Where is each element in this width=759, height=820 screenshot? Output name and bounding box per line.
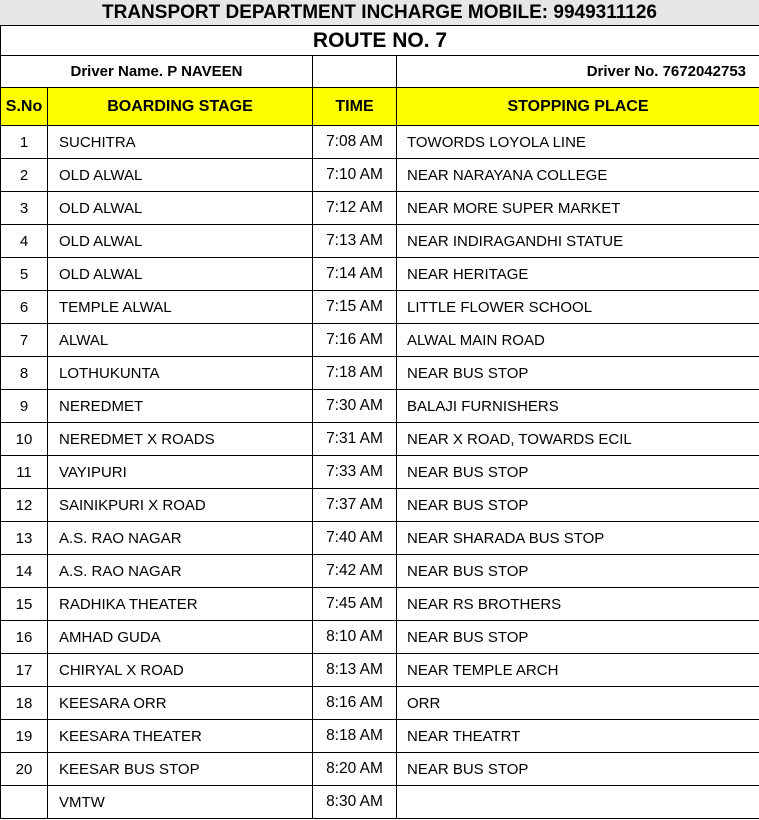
- row-sno: 5: [1, 258, 48, 291]
- row-stopping-place: NEAR BUS STOP: [397, 555, 759, 588]
- table-row: [1, 456, 759, 489]
- col-header-stage: BOARDING STAGE: [48, 88, 313, 126]
- row-boarding-stage: RADHIKA THEATER: [48, 588, 313, 621]
- driver-name: Driver Name. P NAVEEN: [1, 56, 313, 88]
- table-row: [1, 192, 759, 225]
- row-sno: 7: [1, 324, 48, 357]
- row-boarding-stage: TEMPLE ALWAL: [48, 291, 313, 324]
- row-sno: 6: [1, 291, 48, 324]
- table-row: [1, 522, 759, 555]
- row-time: 7:08 AM: [313, 126, 397, 159]
- row-boarding-stage: OLD ALWAL: [48, 159, 313, 192]
- row-time: 7:14 AM: [313, 258, 397, 291]
- table-row: [1, 489, 759, 522]
- row-time: 7:12 AM: [313, 192, 397, 225]
- row-time: 7:42 AM: [313, 555, 397, 588]
- row-boarding-stage: CHIRYAL X ROAD: [48, 654, 313, 687]
- row-boarding-stage: SUCHITRA: [48, 126, 313, 159]
- row-stopping-place: NEAR BUS STOP: [397, 753, 759, 786]
- row-time: 7:45 AM: [313, 588, 397, 621]
- table-row: [1, 654, 759, 687]
- row-boarding-stage: NEREDMET X ROADS: [48, 423, 313, 456]
- row-stopping-place: ALWAL MAIN ROAD: [397, 324, 759, 357]
- row-time: 7:13 AM: [313, 225, 397, 258]
- row-sno: 11: [1, 456, 48, 489]
- row-stopping-place: NEAR TEMPLE ARCH: [397, 654, 759, 687]
- column-header-row: [1, 88, 759, 126]
- row-sno: 1: [1, 126, 48, 159]
- row-time: 8:30 AM: [313, 786, 397, 819]
- row-boarding-stage: AMHAD GUDA: [48, 621, 313, 654]
- row-time: 7:37 AM: [313, 489, 397, 522]
- row-time: 8:18 AM: [313, 720, 397, 753]
- table-row: [1, 753, 759, 786]
- row-sno: [1, 786, 48, 819]
- table-row: [1, 687, 759, 720]
- row-boarding-stage: A.S. RAO NAGAR: [48, 555, 313, 588]
- row-time: 8:16 AM: [313, 687, 397, 720]
- row-stopping-place: NEAR BUS STOP: [397, 357, 759, 390]
- row-sno: 19: [1, 720, 48, 753]
- row-boarding-stage: VAYIPURI: [48, 456, 313, 489]
- row-boarding-stage: A.S. RAO NAGAR: [48, 522, 313, 555]
- row-boarding-stage: SAINIKPURI X ROAD: [48, 489, 313, 522]
- row-time: 8:10 AM: [313, 621, 397, 654]
- row-boarding-stage: ALWAL: [48, 324, 313, 357]
- row-stopping-place: NEAR RS BROTHERS: [397, 588, 759, 621]
- row-sno: 12: [1, 489, 48, 522]
- row-stopping-place: NEAR INDIRAGANDHI STATUE: [397, 225, 759, 258]
- row-stopping-place: NEAR NARAYANA COLLEGE: [397, 159, 759, 192]
- row-stopping-place: NEAR HERITAGE: [397, 258, 759, 291]
- row-time: 7:31 AM: [313, 423, 397, 456]
- row-time: 7:15 AM: [313, 291, 397, 324]
- table-row: [1, 159, 759, 192]
- row-stopping-place: NEAR BUS STOP: [397, 456, 759, 489]
- driver-spacer: [313, 56, 397, 88]
- row-stopping-place: BALAJI FURNISHERS: [397, 390, 759, 423]
- row-boarding-stage: NEREDMET: [48, 390, 313, 423]
- row-sno: 13: [1, 522, 48, 555]
- row-boarding-stage: KEESARA THEATER: [48, 720, 313, 753]
- col-header-time: TIME: [313, 88, 397, 126]
- row-stopping-place: ORR: [397, 687, 759, 720]
- table-row: [1, 126, 759, 159]
- row-sno: 15: [1, 588, 48, 621]
- table-row: [1, 720, 759, 753]
- table-row: [1, 423, 759, 456]
- table-row: [1, 588, 759, 621]
- row-sno: 20: [1, 753, 48, 786]
- col-header-sno: S.No: [1, 88, 48, 126]
- table-row: [1, 390, 759, 423]
- table-row: [1, 357, 759, 390]
- row-time: 7:10 AM: [313, 159, 397, 192]
- row-stopping-place: NEAR SHARADA BUS STOP: [397, 522, 759, 555]
- row-stopping-place: NEAR THEATRT: [397, 720, 759, 753]
- row-boarding-stage: OLD ALWAL: [48, 192, 313, 225]
- driver-number: Driver No. 7672042753: [397, 56, 759, 88]
- row-boarding-stage: LOTHUKUNTA: [48, 357, 313, 390]
- row-time: 7:16 AM: [313, 324, 397, 357]
- row-stopping-place: NEAR MORE SUPER MARKET: [397, 192, 759, 225]
- row-sno: 17: [1, 654, 48, 687]
- row-sno: 3: [1, 192, 48, 225]
- row-time: 7:18 AM: [313, 357, 397, 390]
- row-stopping-place: NEAR X ROAD, TOWARDS ECIL: [397, 423, 759, 456]
- table-row: [1, 291, 759, 324]
- table-row: [1, 258, 759, 291]
- row-boarding-stage: OLD ALWAL: [48, 258, 313, 291]
- row-boarding-stage: VMTW: [48, 786, 313, 819]
- row-sno: 10: [1, 423, 48, 456]
- row-stopping-place: NEAR BUS STOP: [397, 489, 759, 522]
- route-table: [0, 26, 759, 819]
- table-row: [1, 621, 759, 654]
- row-sno: 16: [1, 621, 48, 654]
- row-boarding-stage: KEESARA ORR: [48, 687, 313, 720]
- row-sno: 2: [1, 159, 48, 192]
- row-sno: 4: [1, 225, 48, 258]
- table-row: [1, 555, 759, 588]
- table-row: [1, 324, 759, 357]
- row-time: 8:13 AM: [313, 654, 397, 687]
- row-sno: 9: [1, 390, 48, 423]
- row-sno: 8: [1, 357, 48, 390]
- row-stopping-place: TOWORDS LOYOLA LINE: [397, 126, 759, 159]
- table-row: [1, 225, 759, 258]
- row-stopping-place: NEAR BUS STOP: [397, 621, 759, 654]
- row-time: 7:40 AM: [313, 522, 397, 555]
- row-time: 7:30 AM: [313, 390, 397, 423]
- row-time: 8:20 AM: [313, 753, 397, 786]
- row-time: 7:33 AM: [313, 456, 397, 489]
- col-header-place: STOPPING PLACE: [397, 88, 759, 126]
- driver-row: [1, 56, 759, 88]
- department-contact: TRANSPORT DEPARTMENT INCHARGE MOBILE: 9949311126: [0, 0, 759, 26]
- row-sno: 14: [1, 555, 48, 588]
- route-title: ROUTE NO. 7: [1, 26, 759, 56]
- route-title-row: [1, 26, 759, 56]
- row-stopping-place: LITTLE FLOWER SCHOOL: [397, 291, 759, 324]
- row-boarding-stage: OLD ALWAL: [48, 225, 313, 258]
- table-row: [1, 786, 759, 819]
- row-boarding-stage: KEESAR BUS STOP: [48, 753, 313, 786]
- row-stopping-place: [397, 786, 759, 819]
- row-sno: 18: [1, 687, 48, 720]
